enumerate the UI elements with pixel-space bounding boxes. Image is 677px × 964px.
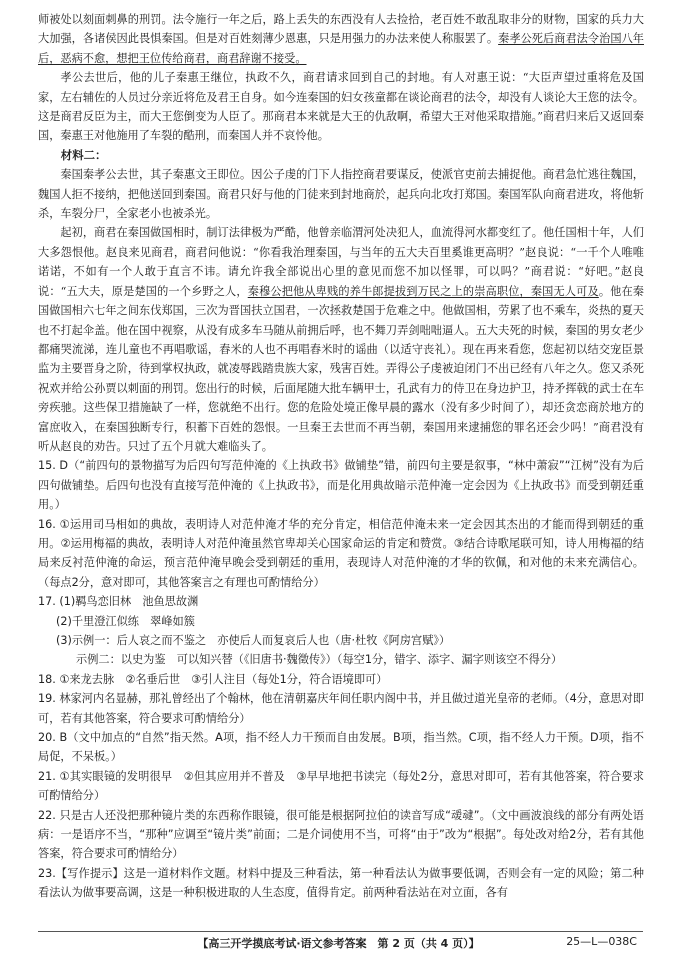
- answer-19: 19. 林家河内名显赫，那礼曾经出了个翰林，他在清朝嘉庆年间任职内阁中书，并且做过道光皇帝的老师。（4分，意思对即可，若有其他答案，符合要求可酌情给分）: [38, 692, 644, 725]
- text-run: 师被处以刻面刺鼻的刑罚。法令施行一年之后，路上丢失的东西没有人去捡拾，老百姓不敢乱取非分的财物，国家的兵力大大加强，各诸侯因此畏惧秦国。但是对百姓刻薄少恩惠，只是用强力的办法来使人称服罢了。: [38, 13, 644, 46]
- answer-18: 18. ①来龙去脉 ②名垂后世 ③引人注目（每处1分，符合语境即可）: [38, 672, 388, 686]
- answer-17-3: (3)示例一：后人哀之而不鉴之 亦使后人而复哀后人也（唐·杜牧《阿房宫赋》）: [56, 634, 451, 647]
- paragraph-translation-4: [38, 223, 644, 456]
- paragraph-translation-2: 孝公去世后，他的儿子秦惠王继位，执政不久，商君请求回到自己的封地。有人对惠王说：“大臣声望过重将危及国家，左右辅佐的人员过分亲近将危及君王自身。如今连秦国的妇女孩童都在谈论商君的法令，却没有人谈论大王您的法令。这是商君反臣为主，而大王您倒变为人臣了。那商君本来就是大王的仇敌啊，希望大王对他采取措施。”商君归来后又返回秦国，秦惠王对他施用了车裂的酷刑，而秦国人并不哀怜他。: [38, 71, 644, 143]
- answer-17-4: 示例二：以史为鉴 可以知兴替（《旧唐书·魏徵传》）（每空1分，错字、添字、漏字则该空不得分）: [76, 653, 563, 667]
- answer-16: 16. ①运用司马相如的典故，表明诗人对范仲淹才华的充分肯定，相信范仲淹未来一定会因其杰出的才能而得到朝廷的重用。②运用梅福的典故，表明诗人对范仲淹虽然官卑却关心国家命运的肯定和赞赏。③结合诗歌尾联可知，诗人用梅福的结局来反衬范仲淹的命运，预言范仲淹早晚会受到朝廷的重用，表现诗人对范仲淹的才华的钦佩，和对他的未来充满信心。（每点2分，意对即可，其他答案言之有理也可酌情给分）: [38, 517, 644, 589]
- document-body: [38, 10, 644, 903]
- footer-rule: [38, 931, 643, 932]
- underlined-text: 秦穆公把他从卑贱的养牛郎提拔到万民之上的崇高职位，秦国无人可及: [247, 284, 599, 298]
- page-footer-title: 【高三开学摸底考试·语文参考答案 第 2 页（共 4 页）】: [197, 937, 480, 950]
- text-run: 起初，商君在秦国做国相时，制订法律极为严酷，他曾亲临渭河处决犯人，血流得河水都变红了。他任国相十年，人们大多怨恨他。赵良来见商君，商君问他说：“你看我治理秦国，与当年的五大夫百里奚谁更高明？”赵良说：“一千个人唯唯诺诺，不如有一个人敢于直言不讳。请允许我全部说出心里的意见而您不加以怪罪，可以吗？”商君说：“好吧。”赵良说：“五大夫，原是楚国的一个乡野之人，: [38, 226, 644, 298]
- page-footer-code: 25—L—038C: [566, 935, 637, 948]
- answer-23: 23.【写作提示】这是一道材料作文题。材料中提及三种看法，第一种看法认为做事要低调，否则会有一定的风险；第二种看法认为做事要高调，这是一种积极进取的人生态度，值得肯定。前两种看法站在对立面，各有: [38, 866, 644, 900]
- answer-17-2: (2)千里澄江似练 翠峰如簇: [56, 614, 195, 628]
- material-2-heading: 材料二：: [60, 147, 107, 162]
- answer-15: 15. D（“前四句的景物描写为后四句写范仲淹的《上执政书》做铺垫”错，前四句主要是叙事，“林中萧寂”“江树”没有为后四句做铺垫。后四句也没有直接写范仲淹的《上执政书》，而是化用典故暗示范仲淹一定会因为《上执政书》而受到朝廷重用。）: [38, 459, 644, 512]
- paragraph-translation-1: [38, 10, 644, 68]
- answer-22: 22. 只是古人还没把那种镜片类的东西称作眼镜，很可能是根据阿拉伯的读音写成“叆叇”。（文中画波浪线的部分有两处语病：一是语序不当，“那种”应调至“镜片类”前面；二是介词使用不当，可将“由于”改为“根据”。每处改对给2分，若有其他答案，符合要求可酌情给分）: [38, 808, 644, 861]
- text-run: 。他在秦国做国相六七年之间东伐郑国，三次为晋国扶立国君，一次拯救楚国于危难之中。他做国相，劳累了也不乘车，炎热的夏天也不打起伞盖。他在国中视察，从没有成多车马随从前拥后呼，也不舞刀弄剑咄咄逼人。五大夫死的时候，秦国的男女老少都痛哭流涕，连儿童也不再唱歌谣，舂米的人也不再唱舂米时的谣曲（以适守丧礼）。现在再来看您，您起初以结交宠臣景监为主要晋身之阶，待到掌权执政，就凌辱践踏贵族大家，残害百姓。弄得公子虔被迫闭门不出已经有八年之久。您又杀死祝欢并给公孙贾以刺面的刑罚。您出行的时候，后面尾随大批车辆甲士，孔武有力的侍卫在身边护卫，持矛挥戟的武士在车旁疾驰。这些保卫措施缺了一样，您就绝不出行。您的危险处境正像早晨的露水（没有多少时间了），却还贪恋商於地方的富庶收入，在秦国独断专行，积蓄下百姓的怨恨。一旦秦王去世而不再当朝，秦国用来逮捕您的罪名还会少吗！”商君没有听从赵良的劝告。只过了五个月就大难临头了。: [38, 284, 644, 453]
- paragraph-translation-3: 秦国秦孝公去世，其子秦惠文王即位。因公子虔的门下人指控商君要谋反，使派官吏前去捕捉他。商君急忙逃往魏国，魏国人拒不接纳，把他送回到秦国。商君只好与他的门徒来到封地商於，起兵向北攻打郑国。秦国军队向商君进攻，将他斩杀，车裂分尸，全家老小也被杀光。: [38, 168, 644, 221]
- underlined-text: 秦孝公死后商君法令治国八年后，恶病不愈，想把王位传给商君，商君辞谢不接受。: [38, 32, 644, 65]
- answer-17-1: 17. (1)羁鸟恋旧林 池鱼思故渊: [38, 595, 199, 609]
- answer-21: 21. ①其实眼镜的发明很早 ②但其应用并不普及 ③早早地把书读完（每处2分，意思对即可，若有其他答案，符合要求可酌情给分）: [38, 769, 644, 803]
- answer-20: 20. B（文中加点的“自然”指天然。A项，指不经人力干预而自由发展。B项，指当然。C项，指不经人力干预。D项，指不局促，不呆板。）: [38, 731, 644, 764]
